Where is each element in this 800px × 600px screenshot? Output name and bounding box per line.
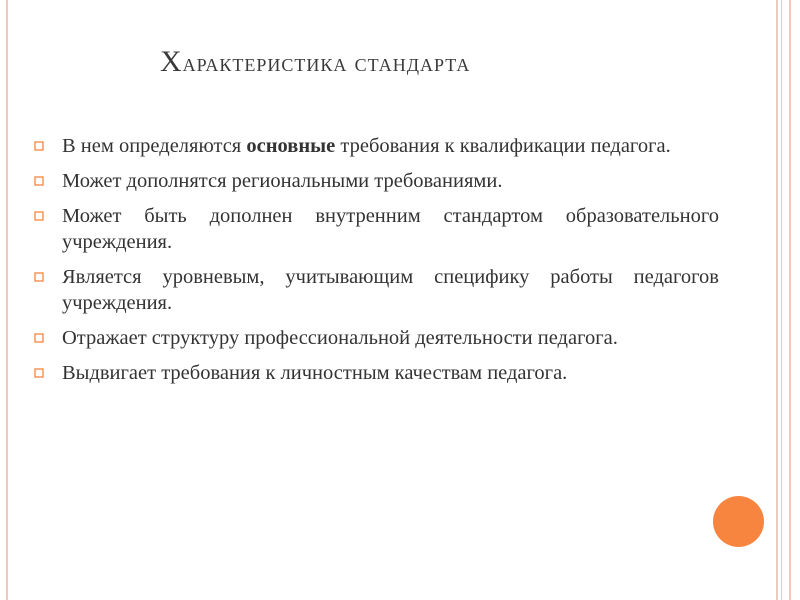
bullet-text: Отражает структуру профессиональной деятельности педагога. <box>62 327 618 349</box>
hollow-square-bullet-icon <box>34 211 44 221</box>
slide-title-rest: арактеристика стандарта <box>182 50 471 77</box>
bullet-item <box>34 168 719 194</box>
bullet-text: Выдвигает требования к личностным качествам педагога. <box>62 362 568 384</box>
bullet-item <box>34 264 719 316</box>
bullet-text-after: требования к квалификации педагога. <box>335 135 671 157</box>
bullet-item <box>34 360 719 386</box>
bullet-text: Может быть дополнен внутренним стандартом образовательного учреждения. <box>62 205 719 253</box>
hollow-square-bullet-icon <box>34 141 44 151</box>
hollow-square-bullet-icon <box>34 333 44 343</box>
orange-circle-decoration <box>713 496 764 547</box>
bullet-text: Является уровневым, учитывающим специфику работы педагогов учреждения. <box>62 266 719 314</box>
bullet-item <box>34 203 719 255</box>
bullet-item <box>34 325 719 351</box>
slide-frame-inner-line <box>776 0 778 600</box>
bullet-text: Может дополнятся региональными требованиями. <box>62 170 503 192</box>
bullet-list <box>34 133 719 395</box>
hollow-square-bullet-icon <box>34 368 44 378</box>
bullet-text: В нем определяются <box>62 135 247 157</box>
hollow-square-bullet-icon <box>34 176 44 186</box>
bullet-item <box>34 133 719 159</box>
bullet-text-strong: основные <box>246 135 336 157</box>
slide-frame-inner-line-2 <box>781 0 782 600</box>
hollow-square-bullet-icon <box>34 272 44 282</box>
slide-title-initial: Х <box>160 45 183 78</box>
slide-title <box>160 45 660 79</box>
